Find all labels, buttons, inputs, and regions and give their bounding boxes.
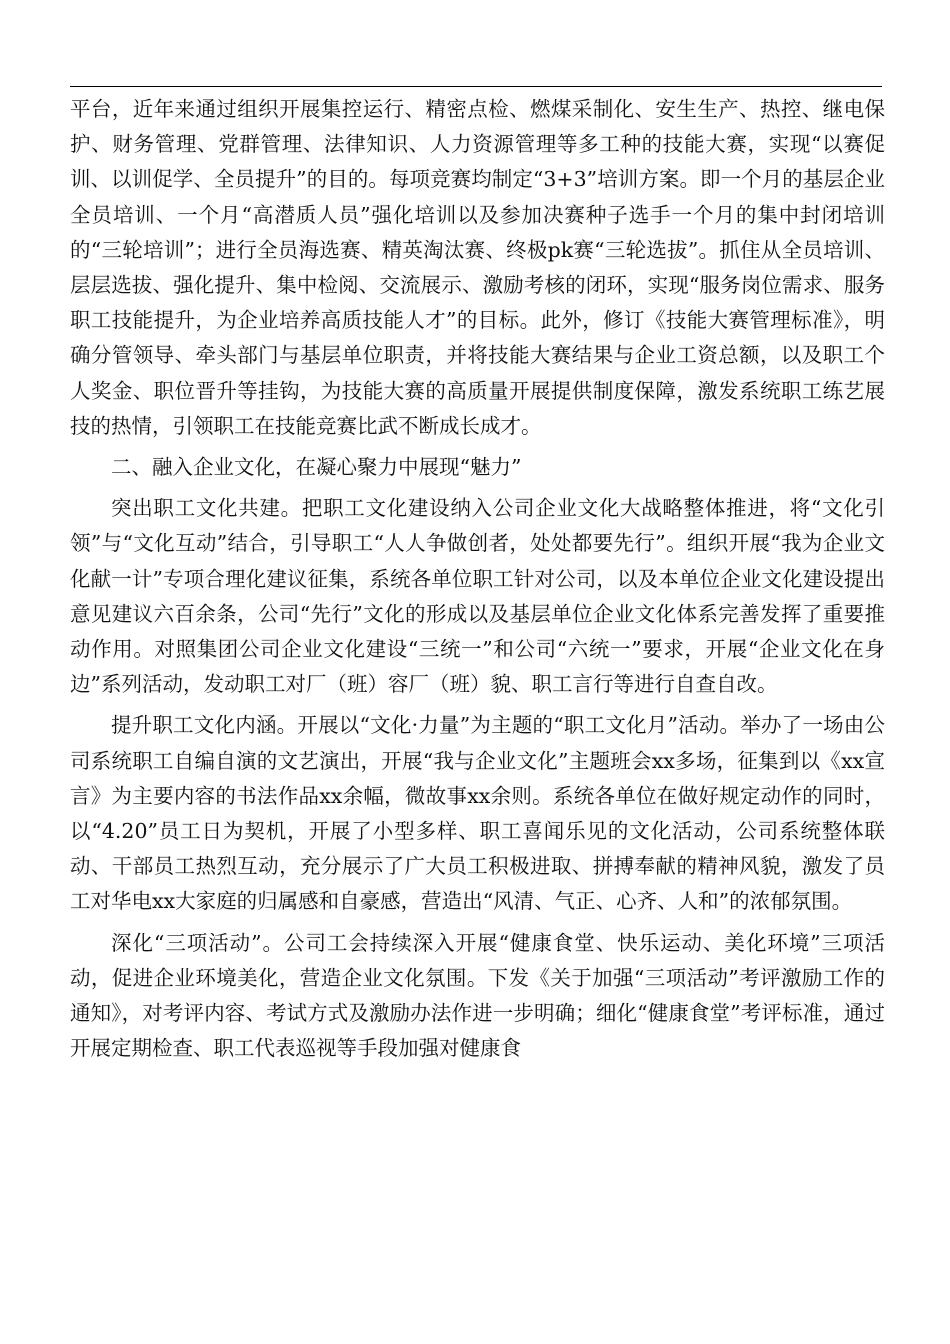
paragraph-skills-contest: 平台，近年来通过组织开展集控运行、精密点检、燃煤采制化、安生生产、热控、继电保护、财务管理、党群管理、法律知识、人力资源管理等多工种的技能大赛，实现“以赛促训、以训促学、全员提升”的目的。每项竞赛均制定“3+3”培训方案。即一个月的基层企业全员培训、一个月“高潜质人员”强化培训以及参加决赛种子选手一个月的集中封闭培训的“三轮培训”；进行全员海选赛、精英淘汰赛、终极pk赛“三轮选拔”。抓住从全员培训、层层选拔、强化提升、集中检阅、交流展示、激励考核的闭环，实现“服务岗位需求、服务职工技能提升，为企业培养高质技能人才”的目标。此外，修订《技能大赛管理标准》，明确分管领导、牵头部门与基层单位职责，并将技能大赛结果与企业工资总额，以及职工个人奖金、职位晋升等挂钩，为技能大赛的高质量开展提供制度保障，激发系统职工练艺展技的热情，引领职工在技能竞赛比武不断成长成才。: [70, 97, 885, 438]
document-body: [70, 92, 885, 1066]
section-heading: 二、融入企业文化，在凝心聚力中展现“魅力”: [111, 455, 522, 480]
paragraph-three-activities: 深化“三项活动”。公司工会持续深入开展“健康食堂、快乐运动、美化环境”三项活动，促进企业环境美化，营造企业文化氛围。下发《关于加强“三项活动”考评激励工作的通知》，对考评内容、考试方式及激励办法作进一步明确；细化“健康食堂”考评标准，通过开展定期检查、职工代表巡视等手段加强对健康食: [70, 930, 885, 1061]
header-rule: [70, 86, 882, 87]
paragraph-culture-build: 突出职工文化共建。把职工文化建设纳入公司企业文化大战略整体推进，将“文化引领”与“文化互动”结合，引导职工“人人争做创者，处处都要先行”。组织开展“我为企业文化献一计”专项合理化建议征集，系统各单位职工针对公司，以及本单位企业文化建设提出意见建议六百余条，公司“先行”文化的形成以及基层单位企业文化体系完善发挥了重要推动作用。对照集团公司企业文化建设“三统一”和公司“六统一”要求，开展“企业文化在身边”系列活动，发动职工对厂（班）容厂（班）貌、职工言行等进行自查自改。: [70, 496, 885, 697]
paragraph-culture-month: 提升职工文化内涵。开展以“文化·力量”为主题的“职工文化月”活动。举办了一场由公司系统职工自编自演的文艺演出，开展“我与企业文化”主题班会xx多场，征集到以《xx宣言》为主要内容的书法作品xx余幅，微故事xx余则。系统各单位在做好规定动作的同时，以“4.20”员工日为契机，开展了小型多样、职工喜闻乐见的文化活动，公司系统整体联动、干部员工热烈互动，充分展示了广大员工积极进取、拼搏奉献的精神风貌，激发了员工对华电xx大家庭的归属感和自豪感，营造出“风清、气正、心齐、人和”的浓郁氛围。: [70, 713, 885, 914]
